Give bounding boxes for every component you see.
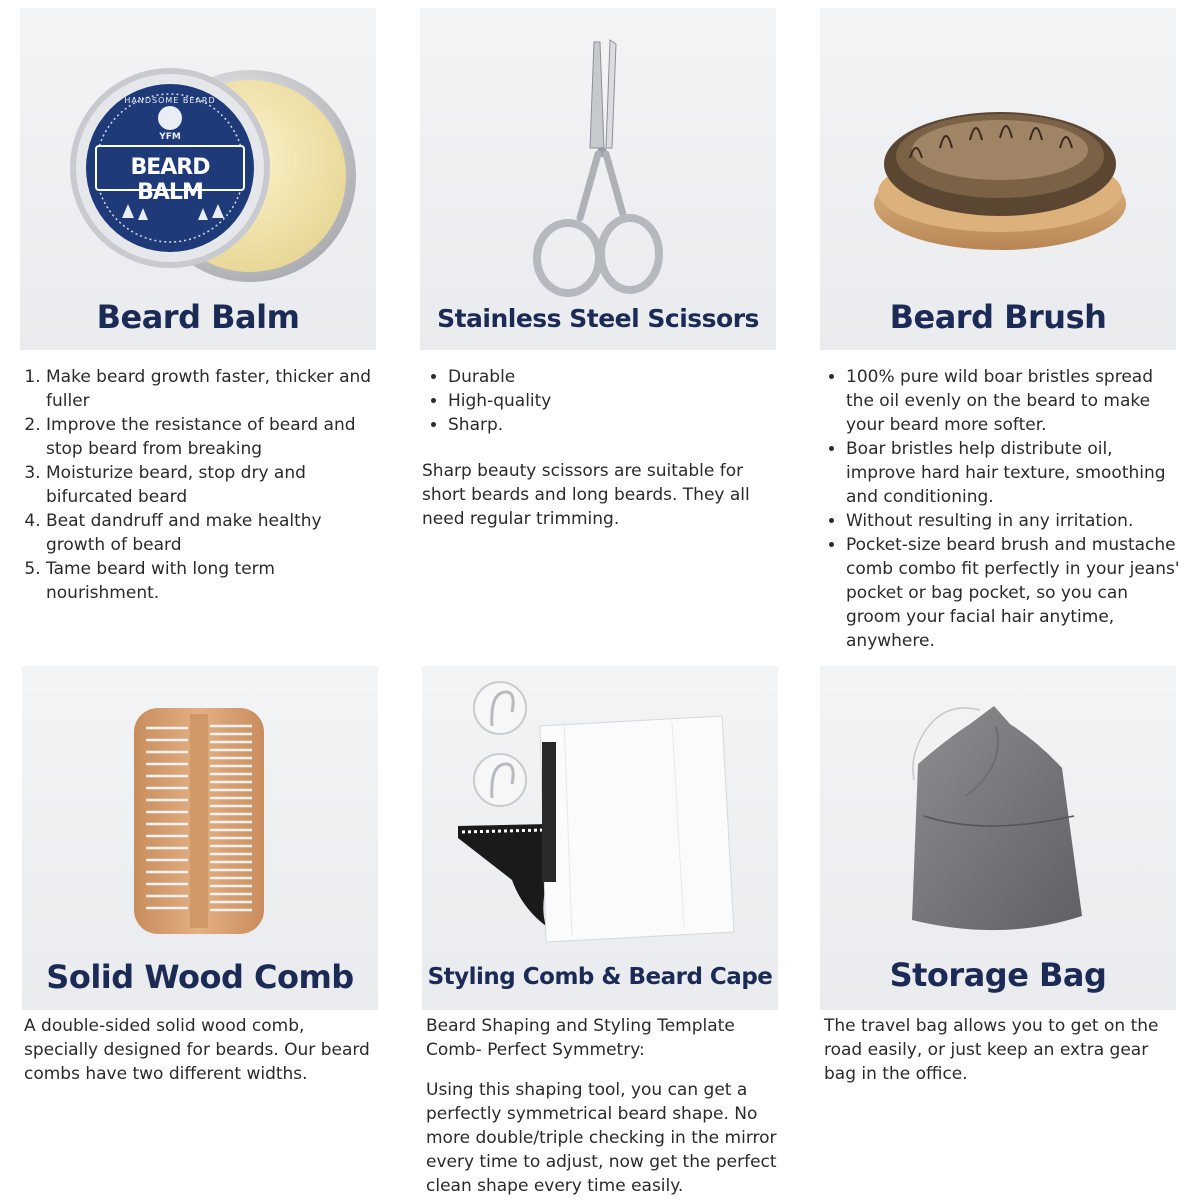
beard-brush-desc	[820, 365, 1180, 653]
styling-cape-desc	[426, 1014, 782, 1198]
list-item: • Pocket-size beard brush and mustache comb combo fit perfectly in your jeans' pocket or bag pocket, so you can groom your facial hair anytime, anywhere.	[846, 533, 1180, 653]
list-item: 5. Tame beard with long term nourishment.	[46, 557, 376, 605]
list-item: 3. Moisturize beard, stop dry and bifurcated beard	[46, 461, 376, 509]
list-item: 4. Beat dandruff and make healthy growth of beard	[46, 509, 376, 557]
tin-label-brand: YFM	[159, 132, 181, 142]
scissors-title: Stainless Steel Scissors	[437, 304, 759, 333]
wood-comb-desc	[24, 1014, 380, 1086]
scissors-paragraph: Sharp beauty scissors are suitable for short beards and long beards. They all need regular trimming.	[422, 461, 750, 529]
list-item: • High-quality	[448, 389, 778, 413]
wood-comb-card	[22, 666, 378, 1010]
styling-cape-image	[422, 666, 778, 966]
wood-comb-title: Solid Wood Comb	[46, 958, 354, 996]
storage-bag-paragraph: The travel bag allows you to get on the road easily, or just keep an extra gear bag in the office.	[824, 1016, 1159, 1084]
styling-cape-paragraph-2: Using this shaping tool, you can get a perfectly symmetrical beard shape. No more double/triple checking in the mirror every time to adjust, now get the perfect clean shape every time easily.	[426, 1080, 777, 1196]
storage-bag-desc	[824, 1014, 1178, 1086]
list-item: 1. Make beard growth faster, thicker and fuller	[46, 365, 376, 413]
tin-label-main: BEARD BALM	[130, 155, 210, 205]
scissors-desc	[422, 365, 778, 531]
storage-bag-title: Storage Bag	[889, 956, 1107, 994]
styling-cape-paragraph-1: Beard Shaping and Styling Template Comb- Perfect Symmetry:	[426, 1016, 735, 1060]
beard-brush-title: Beard Brush	[889, 298, 1107, 336]
scissors-card	[420, 8, 776, 350]
list-item: 2. Improve the resistance of beard and stop beard from breaking	[46, 413, 376, 461]
tin-label-top: HANDSOME BEARD	[124, 96, 216, 105]
beard-balm-title: Beard Balm	[96, 298, 300, 336]
beard-brush-image	[820, 8, 1176, 308]
storage-bag-image	[820, 666, 1176, 966]
list-item: • Sharp.	[448, 413, 778, 437]
beard-brush-card	[820, 8, 1176, 350]
scissors-image	[420, 8, 776, 308]
list-item: • 100% pure wild boar bristles spread the oil evenly on the beard to make your beard more softer.	[846, 365, 1180, 437]
list-item: • Durable	[448, 365, 778, 389]
storage-bag-card	[820, 666, 1176, 1010]
beard-balm-card	[20, 8, 376, 350]
list-item: • Without resulting in any irritation.	[846, 509, 1180, 533]
list-item: • Boar bristles help distribute oil, improve hard hair texture, smoothing and conditioning.	[846, 437, 1180, 509]
styling-cape-title: Styling Comb & Beard Cape	[427, 964, 773, 990]
wood-comb-paragraph: A double-sided solid wood comb, specially designed for beards. Our beard combs have two different widths.	[24, 1016, 370, 1084]
beard-balm-desc	[24, 365, 376, 605]
wood-comb-image	[22, 666, 378, 966]
styling-cape-card	[422, 666, 778, 1010]
